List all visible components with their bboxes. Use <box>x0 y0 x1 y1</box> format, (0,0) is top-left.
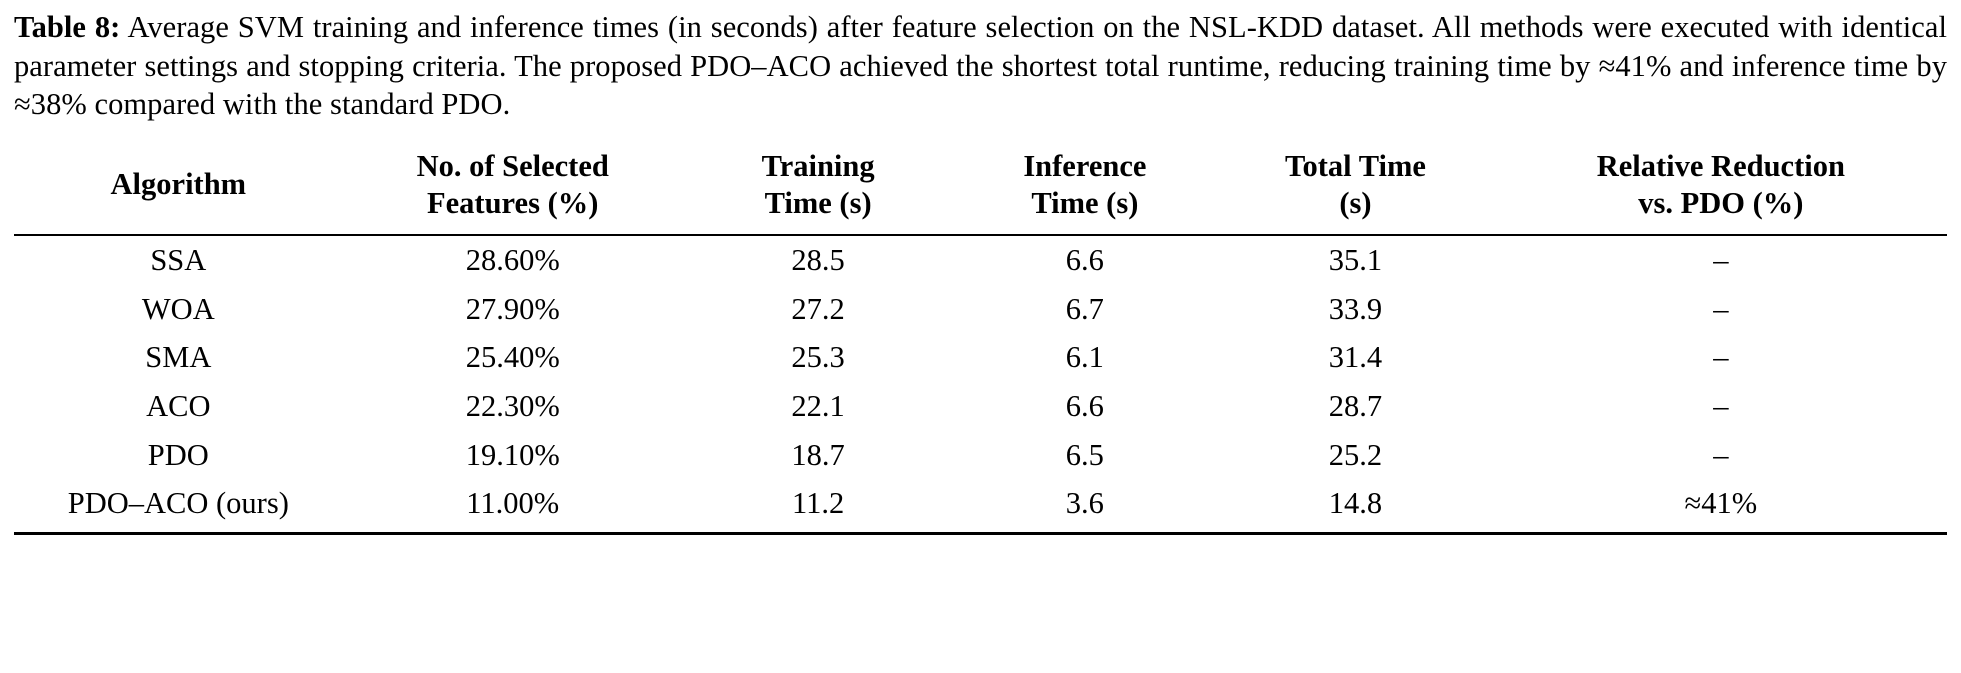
cell-algorithm: WOA <box>141 291 215 326</box>
table-row <box>14 479 1947 533</box>
column-header-inference-time <box>953 138 1216 235</box>
caption-text: Average SVM training and inference times (in seconds) after feature selection on the NSL-KDD dataset. All methods were executed with identical parameter settings and stopping criteria. The proposed PDO–ACO achieved the shortest total runtime, reducing training time by ≈41% and inference time by ≈38% compared with the standard PDO. <box>14 10 1948 122</box>
header-line-1: Relative Reduction <box>1596 148 1845 183</box>
cell-selected-features: 27.90% <box>465 291 560 326</box>
header-line-1: Algorithm <box>110 167 247 202</box>
table-row <box>14 382 1947 431</box>
cell-relative-reduction: ≈41% <box>1495 479 1947 533</box>
column-header-relative-reduction <box>1495 138 1947 235</box>
cell-inference-time: 6.1 <box>1065 340 1104 375</box>
cell-selected-features: 11.00% <box>343 479 683 533</box>
cell-total-time: 25.2 <box>1328 437 1383 472</box>
header-line-2: Time (s) <box>764 185 872 220</box>
cell-selected-features: 22.30% <box>465 388 560 423</box>
header-line-1: Inference <box>1023 148 1147 183</box>
cell-selected-features: 19.10% <box>465 437 560 472</box>
cell-training-time: 27.2 <box>791 291 845 326</box>
cell-relative-reduction: – <box>1713 388 1729 423</box>
cell-inference-time: 6.6 <box>1065 243 1104 278</box>
cell-total-time: 31.4 <box>1328 340 1383 375</box>
header-line-1: Training <box>761 148 875 183</box>
column-header-algorithm <box>14 138 343 235</box>
header-line-2: (s) <box>1339 185 1372 220</box>
cell-algorithm: PDO <box>147 437 209 472</box>
cell-inference-time: 6.5 <box>1065 437 1104 472</box>
cell-selected-features: 25.40% <box>465 340 560 375</box>
cell-relative-reduction: – <box>1713 340 1729 375</box>
table-row <box>14 431 1947 480</box>
cell-training-time: 18.7 <box>791 437 845 472</box>
cell-training-time: 11.2 <box>683 479 954 533</box>
results-table <box>14 138 1947 535</box>
table-header-row <box>14 138 1947 235</box>
cell-inference-time: 6.6 <box>1065 388 1104 423</box>
cell-training-time: 28.5 <box>791 243 845 278</box>
column-header-total-time <box>1216 138 1494 235</box>
header-line-2: Time (s) <box>1031 185 1139 220</box>
cell-relative-reduction: – <box>1713 437 1729 472</box>
cell-selected-features: 28.60% <box>465 243 560 278</box>
column-header-selected-features <box>343 138 683 235</box>
table-row <box>14 285 1947 334</box>
cell-algorithm: SMA <box>145 340 212 375</box>
column-header-training-time <box>683 138 954 235</box>
table-caption <box>14 8 1947 124</box>
header-line-2: vs. PDO (%) <box>1638 185 1804 220</box>
header-line-1: Total Time <box>1284 148 1426 183</box>
cell-algorithm: ACO <box>146 388 211 423</box>
cell-training-time: 25.3 <box>791 340 845 375</box>
cell-total-time: 35.1 <box>1328 243 1383 278</box>
caption-label: Table 8: <box>14 10 121 44</box>
cell-training-time: 22.1 <box>791 388 845 423</box>
header-line-1: No. of Selected <box>416 148 609 183</box>
cell-algorithm: PDO–ACO (ours) <box>14 479 343 533</box>
cell-inference-time: 3.6 <box>953 479 1216 533</box>
cell-relative-reduction: – <box>1713 291 1729 326</box>
cell-inference-time: 6.7 <box>1065 291 1104 326</box>
cell-relative-reduction: – <box>1713 243 1729 278</box>
cell-total-time: 28.7 <box>1328 388 1383 423</box>
table-row <box>14 333 1947 382</box>
cell-total-time: 33.9 <box>1328 291 1383 326</box>
cell-total-time: 14.8 <box>1216 479 1494 533</box>
table-row <box>14 235 1947 285</box>
header-line-2: Features (%) <box>427 185 599 220</box>
cell-algorithm: SSA <box>150 243 207 278</box>
